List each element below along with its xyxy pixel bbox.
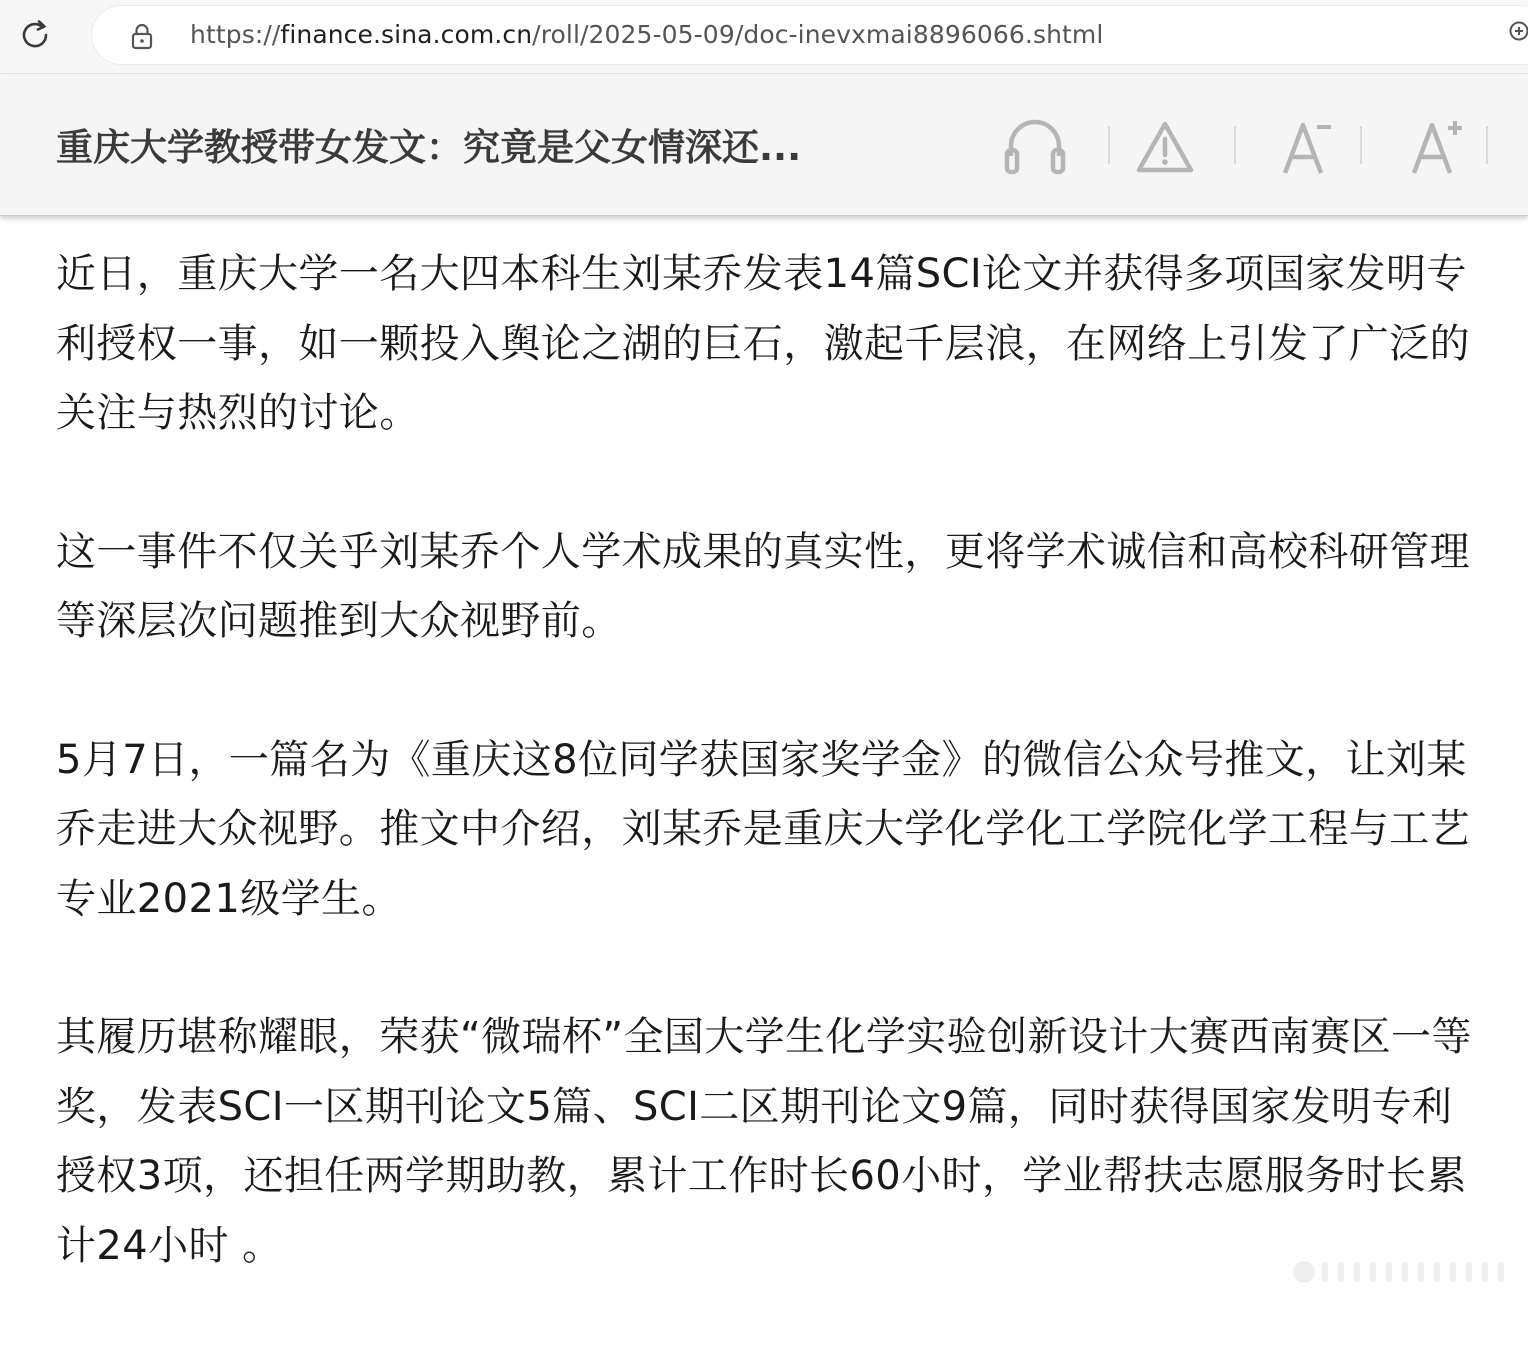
read-aloud-button[interactable]	[1000, 112, 1070, 182]
headphones-icon	[1002, 116, 1068, 178]
article-paragraph: 这一事件不仅关乎刘某乔个人学术成果的真实性，更将学术诚信和高校科研管理等深层次问题推到大众视野前。	[56, 528, 1470, 644]
reader-title: 重庆大学教授带女发文：究竟是父女情深还...	[56, 126, 802, 169]
increase-font-icon	[1410, 117, 1468, 177]
url-host: finance.sina.com.cn	[280, 20, 533, 49]
zoom-in-icon[interactable]	[1508, 20, 1528, 42]
article-paragraph: 其履历堪称耀眼，荣获“微瑞杯”全国大学生化学实验创新设计大赛西南赛区一等奖，发表SCI一区期刊论文5篇、SCI二区期刊论文9篇，同时获得国家发明专利授权3项，还担任两学期助教，累计工作时长60小时，学业帮扶志愿服务时长累计24小时 。	[56, 1014, 1472, 1269]
watermark-logo	[1290, 1254, 1520, 1290]
reload-icon	[17, 17, 53, 53]
url-prefix: https://	[190, 20, 281, 49]
report-button[interactable]	[1130, 112, 1200, 182]
article-paragraph: 5月7日，一篇名为《重庆这8位同学获国家奖学金》的微信公众号推文，让刘某乔走进大众视野。推文中介绍，刘某乔是重庆大学化学化工学院化学工程与工艺专业2021级学生。	[56, 736, 1470, 922]
decrease-font-button[interactable]	[1274, 112, 1344, 182]
toolbar-divider	[1234, 126, 1236, 164]
address-bar[interactable]	[92, 6, 1528, 64]
toolbar-divider	[1108, 126, 1110, 164]
decrease-font-icon	[1281, 117, 1337, 177]
url-text[interactable]	[190, 20, 1103, 50]
reader-toolbar	[0, 74, 1528, 216]
warning-icon	[1135, 120, 1195, 174]
article-paragraph: 近日，重庆大学一名大四本科生刘某乔发表14篇SCI论文并获得多项国家发明专利授权一事，如一颗投入舆论之湖的巨石，激起千层浪，在网络上引发了广泛的关注与热烈的讨论。	[56, 251, 1470, 436]
lock-icon[interactable]	[128, 22, 156, 50]
toolbar-divider	[1360, 126, 1362, 164]
toolbar-divider	[1486, 126, 1488, 164]
reload-button[interactable]	[14, 14, 56, 56]
increase-font-button[interactable]	[1404, 112, 1474, 182]
article-body	[56, 240, 1476, 1350]
url-path: /roll/2025-05-09/doc-inevxmai8896066.shtml	[532, 20, 1104, 49]
browser-toolbar	[0, 0, 1528, 74]
